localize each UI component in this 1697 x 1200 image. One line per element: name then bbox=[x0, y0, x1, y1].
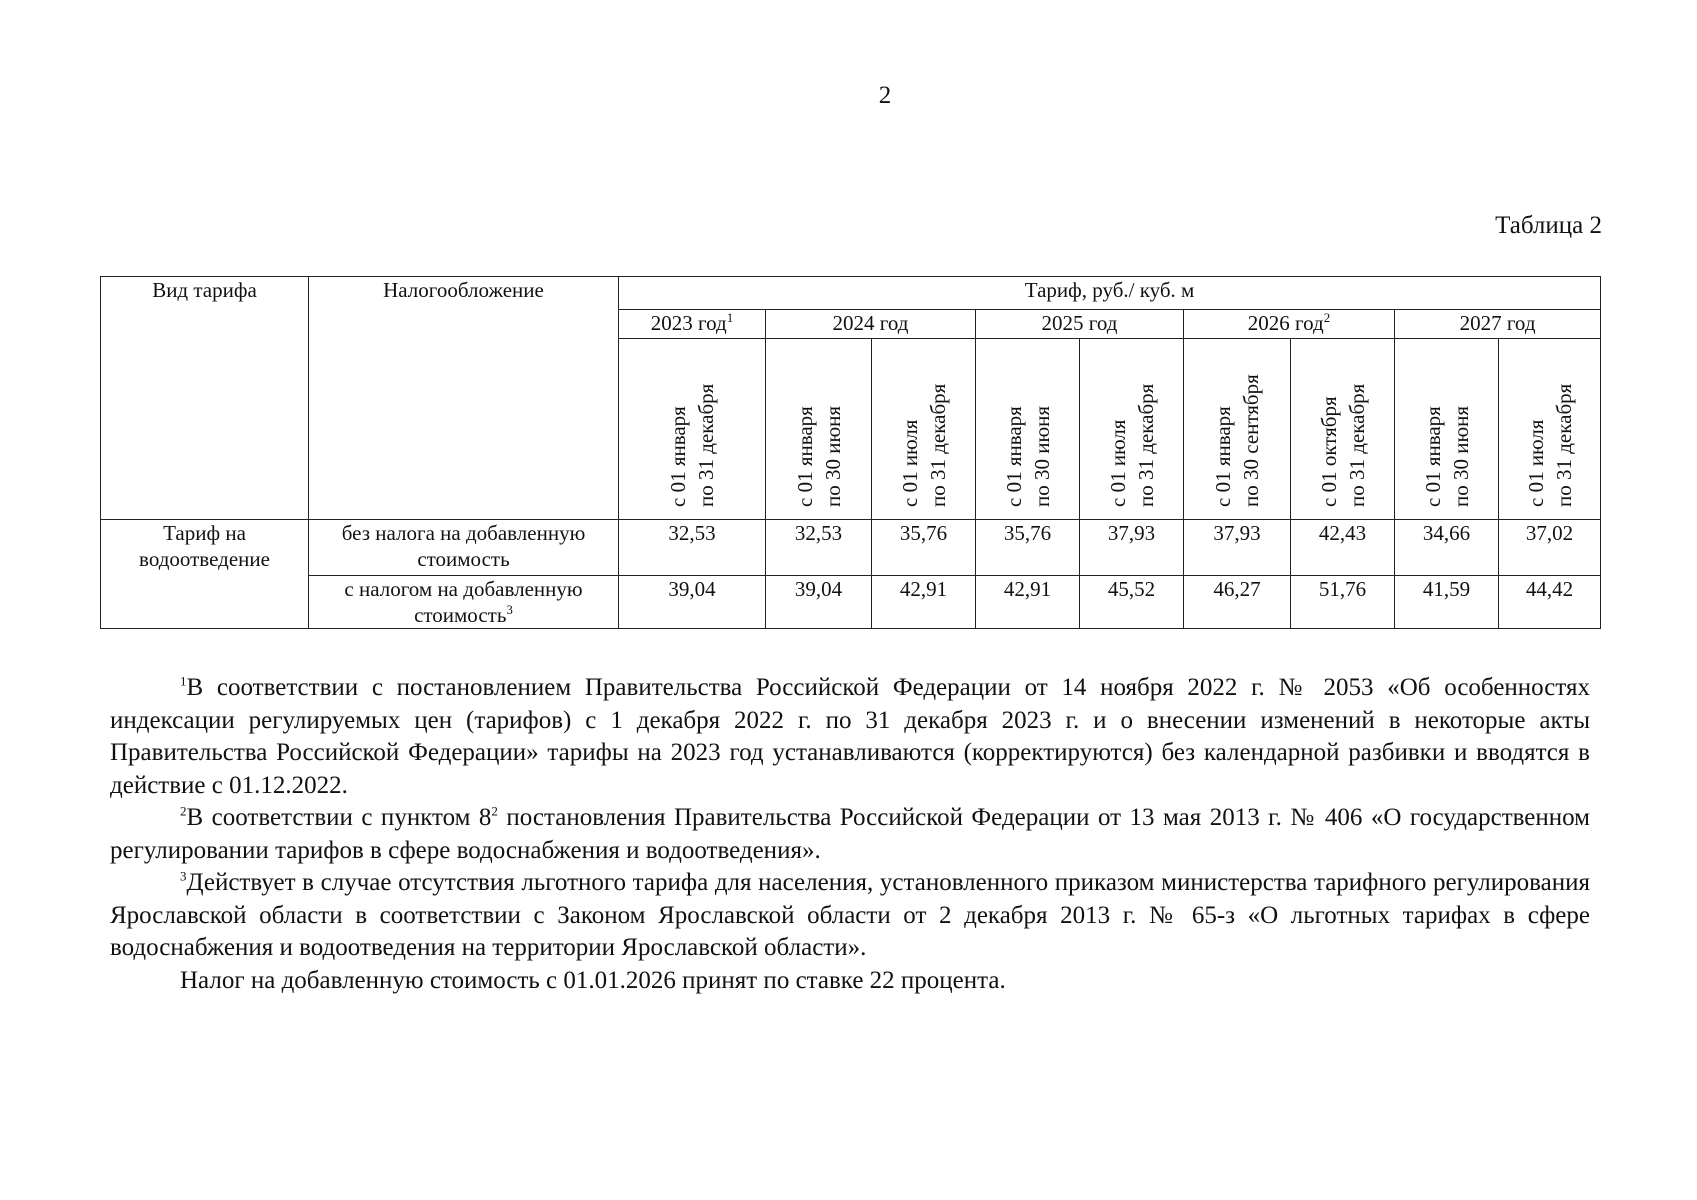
header-year-2023: 2023 год$^1$ bbox=[619, 310, 766, 339]
tax-cell: с налогом на добавленную стоимость$^3$ bbox=[309, 576, 619, 629]
table-row bbox=[101, 576, 1601, 629]
tariff-type-cell: Тариф на водоотведение bbox=[101, 520, 309, 629]
header-period: с 01 июля по 31 декабря bbox=[1080, 339, 1184, 520]
value-cell: 42,91 bbox=[976, 576, 1080, 629]
value-cell: 42,43 bbox=[1291, 520, 1395, 576]
header-period: с 01 января по 30 июня bbox=[766, 339, 872, 520]
footnote-3: $^3$Действует в случае отсутствия льготного тарифа для населения, установленного приказом министерства тарифного регулирования Ярославской области в соответствии с Законом Ярославской области от 2 декабря 2013 г. № 65-з «О льготных тарифах в сфере водоснабжения и водоотведения на территории Ярославской области». bbox=[110, 868, 1590, 961]
value-cell: 45,52 bbox=[1080, 576, 1184, 629]
header-taxation: Налогообложение bbox=[309, 277, 619, 520]
header-period: с 01 января по 30 июня bbox=[976, 339, 1080, 520]
header-year-2025: 2025 год bbox=[976, 310, 1184, 339]
header-period: с 01 октября по 31 декабря bbox=[1291, 339, 1395, 520]
header-tariff-type: Вид тарифа bbox=[101, 277, 309, 520]
value-cell: 42,91 bbox=[872, 576, 976, 629]
header-tariff: Тариф, руб./ куб. м bbox=[619, 277, 1601, 310]
value-cell: 39,04 bbox=[619, 576, 766, 629]
value-cell: 35,76 bbox=[976, 520, 1080, 576]
value-cell: 46,27 bbox=[1184, 576, 1291, 629]
tariff-table bbox=[100, 276, 1601, 629]
value-cell: 41,59 bbox=[1395, 576, 1499, 629]
page-number: 2 bbox=[878, 82, 892, 109]
header-period: с 01 января по 30 июня bbox=[1395, 339, 1499, 520]
header-year-2024: 2024 год bbox=[766, 310, 976, 339]
footnote-2: $^2$В соответствии с пунктом $8^2$ постановления Правительства Российской Федерации от 13 мая 2013 г. № 406 «О государственном регулировании тарифов в сфере водоснабжения и водоотведения». bbox=[110, 803, 1590, 864]
value-cell: 32,53 bbox=[619, 520, 766, 576]
value-cell: 37,93 bbox=[1184, 520, 1291, 576]
tax-cell: без налога на добавленную стоимость bbox=[309, 520, 619, 576]
table-caption: Таблица 2 bbox=[1495, 212, 1602, 239]
value-cell: 32,53 bbox=[766, 520, 872, 576]
value-cell: 44,42 bbox=[1499, 576, 1601, 629]
value-cell: 35,76 bbox=[872, 520, 976, 576]
table-row bbox=[101, 520, 1601, 576]
value-cell: 37,93 bbox=[1080, 520, 1184, 576]
header-year-2027: 2027 год bbox=[1395, 310, 1601, 339]
header-period: с 01 июля по 31 декабря bbox=[872, 339, 976, 520]
header-year-2026: 2026 год$^2$ bbox=[1184, 310, 1395, 339]
value-cell: 37,02 bbox=[1499, 520, 1601, 576]
header-period: с 01 января по 31 декабря bbox=[619, 339, 766, 520]
footnotes bbox=[110, 672, 1590, 997]
header-period: с 01 января по 30 сентября bbox=[1184, 339, 1291, 520]
value-cell: 39,04 bbox=[766, 576, 872, 629]
value-cell: 51,76 bbox=[1291, 576, 1395, 629]
header-period: с 01 июля по 31 декабря bbox=[1499, 339, 1601, 520]
value-cell: 34,66 bbox=[1395, 520, 1499, 576]
footnote-1: $^1$В соответствии с постановлением Правительства Российской Федерации от 14 ноября 2022 г. № 2053 «Об особенностях индексации регулируемых цен (тарифов) с 1 декабря 2022 г. по 31 декабря 2023 г. и о внесении изменений в некоторые акты Правительства Российской Федерации» тарифы на 2023 год устанавливаются (корректируются) без календарной разбивки и вводятся в действие с 01.12.2022. bbox=[110, 673, 1590, 799]
vat-note: Налог на добавленную стоимость с 01.01.2026 принят по ставке 22 процента. bbox=[180, 966, 1006, 994]
